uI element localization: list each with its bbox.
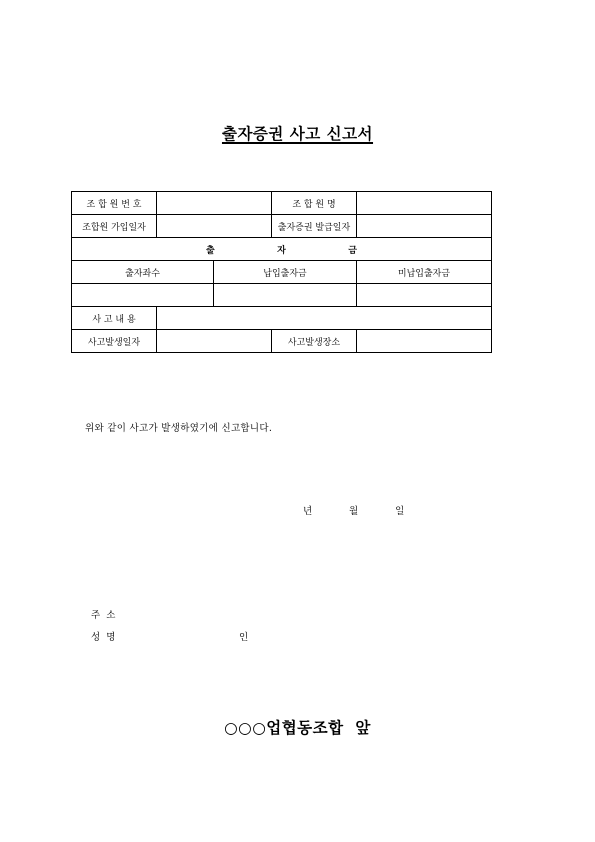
unpaid-column-header: 미납입출자금: [357, 261, 492, 284]
join-date-label: 조합원 가입일자: [72, 215, 157, 238]
unpaid-field[interactable]: [357, 284, 492, 307]
member-no-label: 조 합 원 번 호: [72, 192, 157, 215]
member-no-field[interactable]: [157, 192, 272, 215]
investment-header-char-3: 금: [348, 245, 357, 256]
paid-column-header: 납입출자금: [214, 261, 357, 284]
date-year-label: 년: [303, 506, 313, 517]
document-title-text: 출자증권 사고 신고서: [221, 125, 374, 143]
investment-header-char-1: 출: [206, 245, 215, 256]
address-label: 주 소: [91, 610, 116, 621]
incident-place-field[interactable]: [357, 330, 492, 353]
member-name-field[interactable]: [357, 192, 492, 215]
investment-header: [72, 238, 492, 261]
date-line: [303, 503, 404, 517]
issue-date-field[interactable]: [357, 215, 492, 238]
incident-place-label: 사고발생장소: [272, 330, 357, 353]
incident-date-field[interactable]: [157, 330, 272, 353]
document-title: [0, 122, 595, 144]
declaration-statement: 위와 같이 사고가 발생하였기에 신고합니다.: [85, 423, 273, 434]
incident-date-label: 사고발생일자: [72, 330, 157, 353]
date-day-label: 일: [395, 506, 405, 517]
issue-date-label: 출자증권 발급일자: [272, 215, 357, 238]
units-column-header: 출자좌수: [72, 261, 214, 284]
units-field[interactable]: [72, 284, 214, 307]
name-label: 성 명: [91, 632, 116, 643]
incident-details-field[interactable]: [157, 307, 492, 330]
addressee: ○○○업협동조합 앞: [224, 719, 371, 737]
join-date-field[interactable]: [157, 215, 272, 238]
date-month-label: 월: [349, 506, 359, 517]
incident-details-label: 사 고 내 용: [72, 307, 157, 330]
report-form-table: [71, 191, 492, 353]
paid-field[interactable]: [214, 284, 357, 307]
member-name-label: 조 합 원 명: [272, 192, 357, 215]
seal-label: 인: [239, 632, 249, 643]
investment-header-char-2: 자: [277, 245, 286, 256]
